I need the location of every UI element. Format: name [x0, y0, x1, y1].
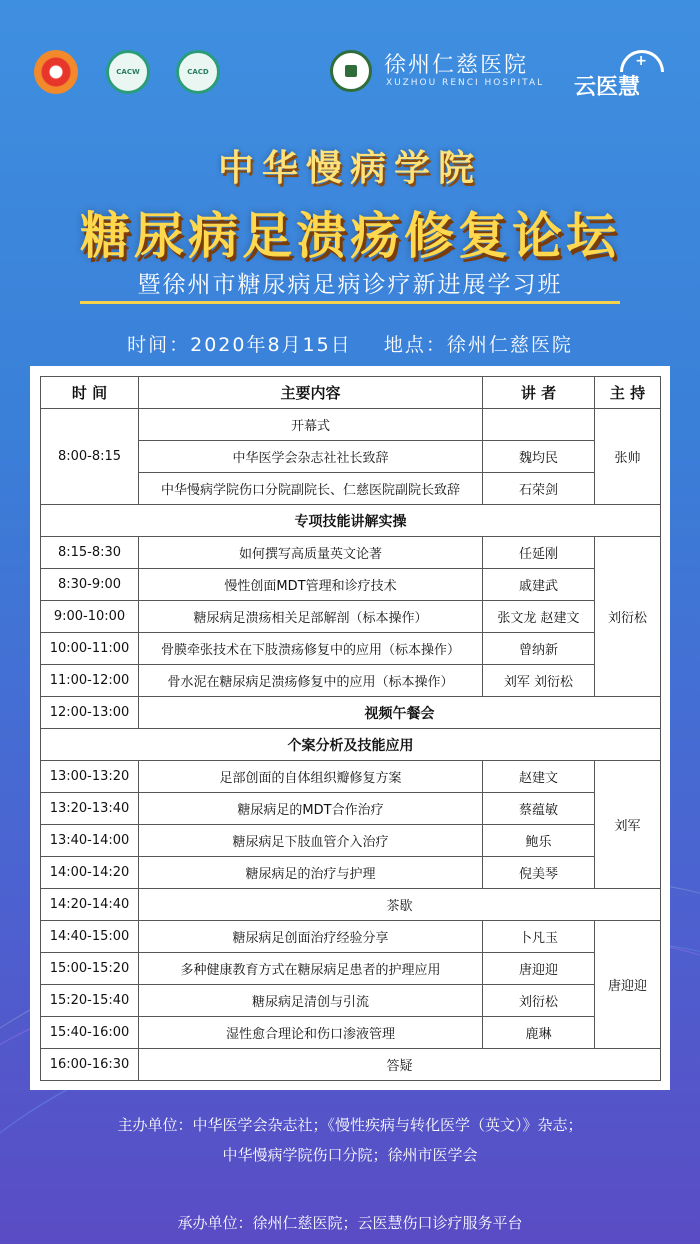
header-host: 主 持	[595, 377, 661, 409]
header-speaker: 讲 者	[483, 377, 595, 409]
cloud-brand-logo	[574, 50, 670, 100]
speaker-cell: 戚建武	[483, 569, 595, 601]
content-cell: 足部创面的自体组织瓣修复方案	[139, 761, 483, 793]
table-row	[41, 601, 661, 633]
header-content: 主要内容	[139, 377, 483, 409]
table-row	[41, 793, 661, 825]
organizers	[0, 1110, 700, 1170]
schedule-card	[30, 366, 670, 1090]
co-organizer: 承办单位：徐州仁慈医院；云医慧伤口诊疗服务平台	[177, 1214, 523, 1232]
section-row	[41, 729, 661, 761]
table-row	[41, 697, 661, 729]
speaker-cell: 任延刚	[483, 537, 595, 569]
table-row	[41, 665, 661, 697]
time-cell: 15:40-16:00	[41, 1017, 139, 1049]
flower-logo-icon	[34, 50, 78, 94]
table-row	[41, 921, 661, 953]
time-cell: 14:00-14:20	[41, 857, 139, 889]
host-organizer-line1: 主办单位：中华医学会杂志社；《慢性疾病与转化医学（英文）》杂志；	[117, 1116, 583, 1134]
section-title: 个案分析及技能应用	[41, 729, 661, 761]
speaker-cell: 蔡蕴敏	[483, 793, 595, 825]
content-cell: 慢性创面MDT管理和诊疗技术	[139, 569, 483, 601]
time-cell: 13:40-14:00	[41, 825, 139, 857]
hospital-emblem-icon	[330, 50, 372, 92]
plus-icon: +	[635, 53, 647, 69]
content-cell: 开幕式	[139, 409, 483, 441]
seal-text: CACD	[187, 68, 209, 76]
time-cell: 13:20-13:40	[41, 793, 139, 825]
host-cell: 张帅	[595, 409, 661, 505]
logo-bar	[0, 42, 700, 102]
lunch-cell: 视频午餐会	[139, 697, 661, 729]
table-header-row	[41, 377, 661, 409]
table-row	[41, 825, 661, 857]
time-cell: 12:00-13:00	[41, 697, 139, 729]
speaker-cell	[483, 409, 595, 441]
cloud-brand-text: 云医慧	[574, 75, 641, 100]
seal-text: CACW	[116, 68, 140, 76]
speaker-cell: 卜凡玉	[483, 921, 595, 953]
content-cell: 糖尿病足创面治疗经验分享	[139, 921, 483, 953]
time-cell: 13:00-13:20	[41, 761, 139, 793]
section-row	[41, 505, 661, 537]
header-time: 时 间	[41, 377, 139, 409]
event-time-location: 时间：2020年8月15日 地点：徐州仁慈医院	[127, 334, 573, 356]
table-row	[41, 857, 661, 889]
speaker-cell: 曾纳新	[483, 633, 595, 665]
table-row	[41, 409, 661, 441]
time-cell: 15:20-15:40	[41, 985, 139, 1017]
time-cell: 8:15-8:30	[41, 537, 139, 569]
opening-time: 8:00-8:15	[41, 409, 139, 505]
time-cell: 8:30-9:00	[41, 569, 139, 601]
cacd-seal-icon	[176, 50, 220, 94]
speaker-cell: 唐迎迎	[483, 953, 595, 985]
table-row	[41, 761, 661, 793]
time-cell: 16:00-16:30	[41, 1049, 139, 1081]
speaker-cell: 刘军 刘衍松	[483, 665, 595, 697]
speaker-cell: 魏均民	[483, 441, 595, 473]
time-cell: 10:00-11:00	[41, 633, 139, 665]
hospital-english-name: XUZHOU RENCI HOSPITAL	[386, 78, 545, 88]
content-cell: 骨水泥在糖尿病足溃疡修复中的应用（标本操作）	[139, 665, 483, 697]
content-cell: 中华医学会杂志社社长致辞	[139, 441, 483, 473]
speaker-cell: 鲍乐	[483, 825, 595, 857]
speaker-cell: 倪美琴	[483, 857, 595, 889]
host-organizer-line2: 中华慢病学院伤口分院；徐州市医学会	[222, 1146, 478, 1164]
table-row	[41, 633, 661, 665]
forum-subtitle: 暨徐州市糖尿病足病诊疗新进展学习班	[80, 268, 620, 304]
tea-break-cell: 茶歇	[139, 889, 661, 921]
host-cell: 唐迎迎	[595, 921, 661, 1049]
academy-title: 中华慢病学院	[217, 148, 482, 189]
hospital-name: 徐州仁慈医院	[384, 53, 529, 78]
table-row	[41, 985, 661, 1017]
content-cell: 中华慢病学院伤口分院副院长、仁慈医院副院长致辞	[139, 473, 483, 505]
qa-cell: 答疑	[139, 1049, 661, 1081]
table-row	[41, 537, 661, 569]
cacw-seal-icon	[106, 50, 150, 94]
content-cell: 糖尿病足清创与引流	[139, 985, 483, 1017]
schedule-table	[40, 376, 661, 1081]
speaker-cell: 张文龙 赵建文	[483, 601, 595, 633]
content-cell: 糖尿病足溃疡相关足部解剖（标本操作）	[139, 601, 483, 633]
table-row	[41, 1049, 661, 1081]
host-cell: 刘衍松	[595, 537, 661, 697]
table-row	[41, 889, 661, 921]
content-cell: 多种健康教育方式在糖尿病足患者的护理应用	[139, 953, 483, 985]
time-cell: 11:00-12:00	[41, 665, 139, 697]
forum-title: 糖尿病足溃疡修复论坛	[80, 207, 620, 265]
time-cell: 15:00-15:20	[41, 953, 139, 985]
table-row	[41, 569, 661, 601]
table-row	[41, 1017, 661, 1049]
speaker-cell: 鹿琳	[483, 1017, 595, 1049]
time-cell: 14:40-15:00	[41, 921, 139, 953]
content-cell: 糖尿病足下肢血管介入治疗	[139, 825, 483, 857]
speaker-cell: 石荣剑	[483, 473, 595, 505]
speaker-cell: 赵建文	[483, 761, 595, 793]
time-cell: 9:00-10:00	[41, 601, 139, 633]
time-cell: 14:20-14:40	[41, 889, 139, 921]
content-cell: 糖尿病足的治疗与护理	[139, 857, 483, 889]
content-cell: 如何撰写高质量英文论著	[139, 537, 483, 569]
content-cell: 湿性愈合理论和伤口渗液管理	[139, 1017, 483, 1049]
speaker-cell: 刘衍松	[483, 985, 595, 1017]
content-cell: 糖尿病足的MDT合作治疗	[139, 793, 483, 825]
host-cell: 刘军	[595, 761, 661, 889]
content-cell: 骨膜牵张技术在下肢溃疡修复中的应用（标本操作）	[139, 633, 483, 665]
table-row	[41, 953, 661, 985]
section-title: 专项技能讲解实操	[41, 505, 661, 537]
